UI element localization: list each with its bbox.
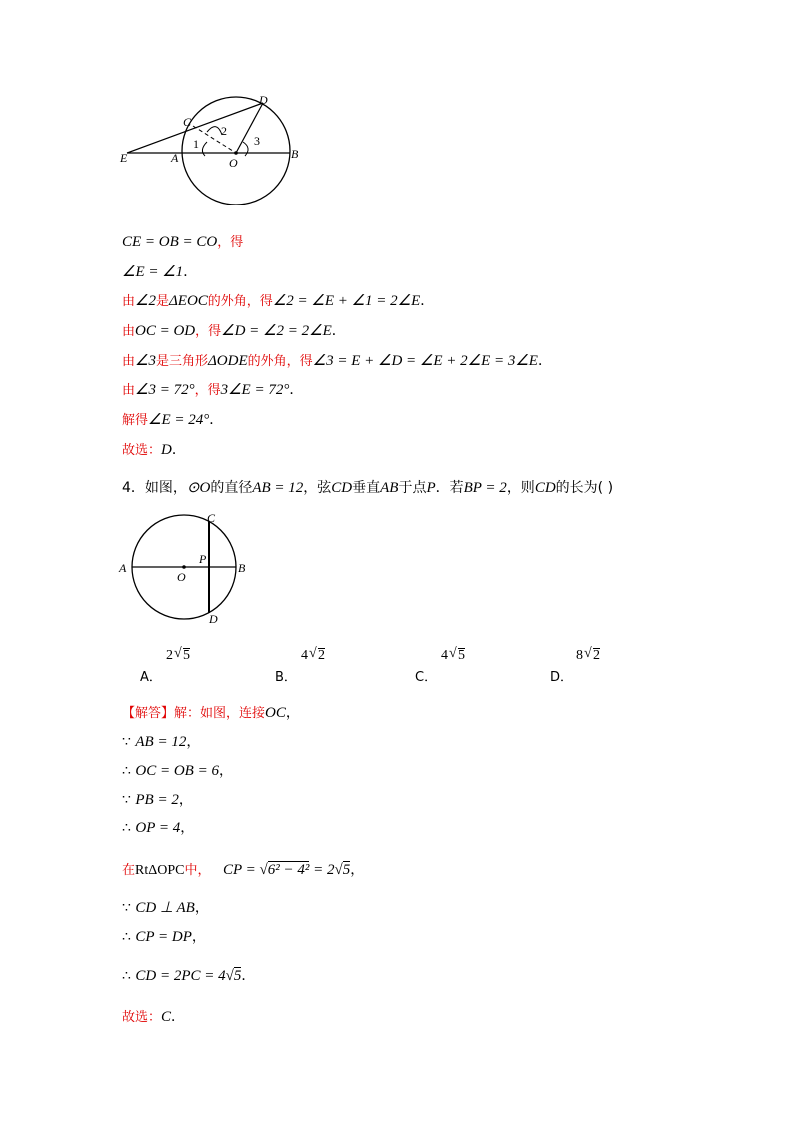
math: ∠3 = E + ∠D = ∠E + 2∠E = 3∠E [312, 353, 538, 369]
question-number: 4． [122, 480, 145, 496]
math: CD [331, 480, 353, 496]
math: P [426, 480, 436, 496]
text: ， [178, 792, 193, 808]
math: ∠2 [135, 293, 156, 309]
solution3-line-5 [122, 351, 552, 372]
text: ．若 [435, 480, 464, 496]
option-coef: 8 [576, 648, 583, 663]
text: 的外角，得 [207, 294, 273, 309]
solution3-line-4 [122, 321, 346, 342]
math: CD [534, 480, 556, 496]
text: 【解答】解：如图，连接 [122, 706, 266, 721]
text: 由 [122, 354, 136, 369]
symbol: ∵ [122, 900, 131, 916]
text: ， [285, 705, 300, 721]
math: ΔEOC [168, 293, 208, 309]
symbol: ∵ [122, 792, 131, 808]
option-radicand: 2 [318, 648, 325, 663]
label-B: B [238, 561, 246, 575]
option-radicand: 2 [593, 648, 600, 663]
math: CP = [222, 862, 260, 878]
math: AB = 12 [252, 480, 304, 496]
solution4-final [122, 966, 255, 986]
option-letter: D． [550, 670, 574, 685]
option-radicand: 5 [183, 648, 190, 663]
label-O: O [229, 156, 238, 170]
math: 5 [233, 968, 242, 984]
symbol: ∴ [122, 968, 131, 984]
text: ，得 [194, 383, 221, 398]
option-letter: A． [140, 670, 162, 685]
text: 是三角形 [155, 354, 208, 369]
text: ． [331, 323, 346, 339]
math: ∠3 = 72° [135, 382, 195, 398]
solution4-step-4 [122, 818, 194, 838]
solution3-line-1 [122, 232, 243, 253]
label-O: O [177, 570, 186, 584]
math: 5 [342, 862, 351, 878]
angle-1: 1 [193, 137, 199, 151]
text: 如图， [144, 480, 187, 496]
sqrt-icon: √ [174, 646, 182, 661]
figure-circle-chord [115, 510, 265, 630]
solution3-line-8 [122, 440, 186, 461]
text: ． [537, 353, 552, 369]
math: BP = 2 [463, 480, 507, 496]
label-P: P [199, 552, 207, 566]
sqrt-icon: √ [309, 646, 317, 661]
solution4-step-1 [122, 732, 200, 752]
math: ∠D = ∠2 = 2∠E [221, 323, 332, 339]
text: ，得 [217, 235, 244, 250]
solution3-line-3 [122, 291, 434, 312]
math: RtΔOPC [135, 863, 185, 878]
sqrt-icon: √ [225, 968, 234, 984]
label-C: C [207, 511, 216, 525]
option-coef: 4 [301, 648, 308, 663]
text: ，得 [195, 324, 222, 339]
label-D: D [259, 93, 268, 107]
sqrt-icon: √ [449, 646, 457, 661]
solution3-line-2 [122, 262, 197, 282]
text: 中， [184, 863, 211, 878]
text: ． [171, 442, 186, 458]
text: ， [218, 763, 233, 779]
math: CP = DP [135, 929, 192, 945]
label-B: B [291, 147, 299, 161]
math: ∠3 [135, 353, 156, 369]
text: ，弦 [303, 480, 332, 496]
figure-circle-tangent [115, 90, 315, 205]
text: 的外角，得 [247, 354, 313, 369]
option-coef: 2 [166, 648, 173, 663]
answer-blank: ( ) [597, 480, 614, 496]
sqrt-icon: √ [584, 646, 592, 661]
angle-2: 2 [221, 124, 227, 138]
text: 是 [155, 294, 169, 309]
text: ． [171, 1009, 186, 1025]
text: 故选： [122, 443, 162, 458]
text: ． [183, 264, 198, 280]
text: ． [420, 293, 435, 309]
math: OP = 4 [135, 820, 181, 836]
math: ⊙O [186, 480, 211, 496]
math: CE = OB = CO [122, 234, 218, 250]
solution4-step-5 [122, 898, 209, 918]
text: 解得 [122, 413, 149, 428]
solution4-right-triangle [122, 860, 364, 881]
text: 由 [122, 294, 136, 309]
text: 于点 [398, 480, 427, 496]
math: OC = OB = 6 [135, 763, 219, 779]
symbol: ∴ [122, 929, 131, 945]
option-coef: 4 [441, 648, 448, 663]
option-letter: C． [415, 670, 438, 685]
text: ， [350, 862, 365, 878]
solution4-step-2 [122, 761, 233, 781]
label-D: D [209, 612, 218, 626]
text: 在 [122, 863, 136, 878]
option-letter: B． [275, 670, 297, 685]
text: 由 [122, 383, 136, 398]
math: AB = 12 [135, 734, 187, 750]
math: 6² − 4² [267, 862, 310, 878]
text: ， [194, 900, 209, 916]
math: = 2 [309, 862, 335, 878]
angle-3: 3 [254, 134, 260, 148]
math: AB [380, 480, 399, 496]
math: ∠2 = ∠E + ∠1 = 2∠E [272, 293, 421, 309]
text: 的长为 [555, 480, 598, 496]
text: 的直径 [210, 480, 253, 496]
math: ∠E = ∠1 [122, 264, 184, 280]
solution4-step-3 [122, 790, 193, 810]
math: C [161, 1009, 172, 1025]
option-radicand: 5 [458, 648, 465, 663]
math: ΔODE [207, 353, 248, 369]
text: ， [191, 929, 206, 945]
text: ． [209, 412, 224, 428]
text: ． [289, 382, 304, 398]
text: ，则 [506, 480, 535, 496]
math: CD ⊥ AB [135, 900, 195, 916]
symbol: ∵ [122, 734, 131, 750]
text: 由 [122, 324, 136, 339]
text: ． [241, 968, 256, 984]
text: 垂直 [352, 480, 381, 496]
label-A: A [171, 151, 179, 165]
math: ∠E = 24° [148, 412, 210, 428]
solution4-answer [122, 1007, 185, 1028]
symbol: ∴ [122, 820, 131, 836]
solution4-header [122, 703, 300, 724]
math: D [161, 442, 172, 458]
symbol: ∴ [122, 763, 131, 779]
sqrt-icon: √ [259, 862, 268, 878]
sqrt-icon: √ [334, 862, 343, 878]
math: 3∠E = 72° [220, 382, 290, 398]
solution3-line-7 [122, 410, 223, 431]
label-C: C [183, 115, 192, 129]
text: ， [180, 820, 195, 836]
text: 故选： [122, 1010, 162, 1025]
solution4-step-6 [122, 927, 206, 947]
math: CD = 2PC = 4 [135, 968, 226, 984]
question-4 [122, 478, 613, 498]
text: ， [186, 734, 201, 750]
solution3-line-6 [122, 380, 303, 401]
math: OC = OD [135, 323, 196, 339]
label-A: A [119, 561, 127, 575]
math: OC [265, 705, 286, 721]
math: PB = 2 [135, 792, 179, 808]
label-E: E [120, 151, 128, 165]
